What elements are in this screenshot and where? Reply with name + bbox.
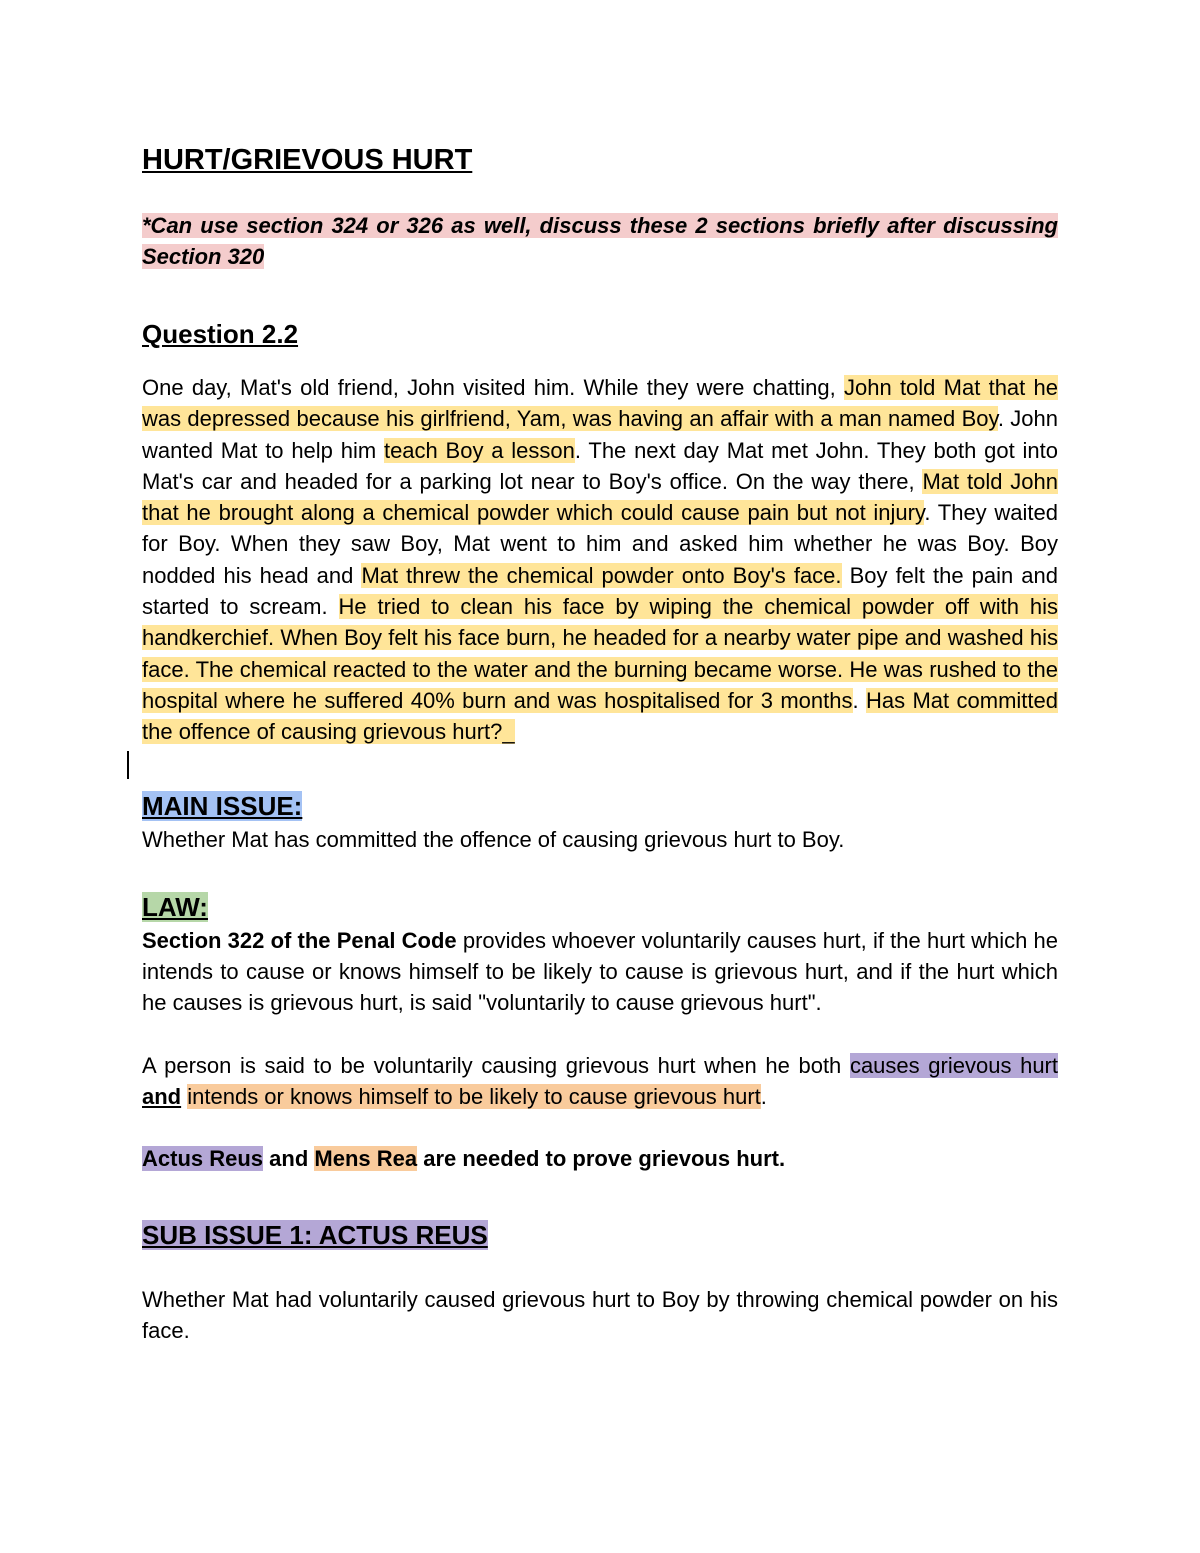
law-label: LAW: xyxy=(142,891,208,922)
document-page xyxy=(142,140,1058,1346)
question-segment: One day, Mat's old friend, John visited him. While they were chatting, xyxy=(142,375,844,400)
question-highlight: Has Mat committed the offence of causing grievous hurt?_ xyxy=(142,687,1058,745)
law-p2-intends: intends or knows himself to be likely to cause grievous hurt xyxy=(187,1084,761,1110)
law-p2-end: . xyxy=(760,1084,767,1110)
mens-rea-term: Mens Rea xyxy=(314,1146,418,1172)
law-p3-and: and xyxy=(263,1146,315,1172)
law-p3-rest: are needed to prove grievous hurt. xyxy=(417,1146,786,1172)
law-section-text: provides whoever voluntarily causes hurt, if the hurt which he intends to cause or knows himself to be likely to cause is grievous hurt, and if the hurt which he causes is grievous hurt, is said "voluntarily to cause grievous hurt". xyxy=(142,927,1058,1016)
sub-issue-1-label: SUB ISSUE 1: ACTUS REUS xyxy=(142,1219,488,1250)
main-issue-label: MAIN ISSUE: xyxy=(142,790,303,821)
question-segment: . John wanted Mat to help him xyxy=(142,406,1058,463)
law-section-reference: Section 322 of the Penal Code xyxy=(142,927,457,953)
sub-issue-1-heading xyxy=(142,1217,1058,1253)
law-paragraph-1 xyxy=(142,925,1058,1019)
note-text: *Can use section 324 or 326 as well, discuss these 2 sections briefly after discussing Section 320 xyxy=(142,213,1058,269)
question-segment: . xyxy=(852,687,866,713)
law-heading xyxy=(142,889,1058,925)
sub-issue-1-text: Whether Mat had voluntarily caused grievous hurt to Boy by throwing chemical powder on his face. xyxy=(142,1286,1058,1343)
page-title: HURT/GRIEVOUS HURT xyxy=(142,144,473,176)
text-cursor xyxy=(127,751,129,779)
question-heading: Question 2.2 xyxy=(142,319,299,349)
question-highlight: teach Boy a lesson xyxy=(383,437,575,463)
question-text xyxy=(142,372,1058,748)
actus-reus-term: Actus Reus xyxy=(142,1146,264,1172)
law-p2-start: A person is said to be voluntarily causing grievous hurt when he both xyxy=(142,1052,850,1078)
question-highlight: He tried to clean his face by wiping the chemical powder off with his handkerchief. When Boy felt his face burn, he headed for a nearby water pipe and washed his face. The chemical reacted to the water and the burning became worse. He was rushed to the hospital where he suffered 40% burn and was hospitalised for 3 months xyxy=(142,594,1058,713)
note-paragraph xyxy=(142,210,1058,272)
question-highlight: John told Mat that he was depressed because his girlfriend, Yam, was having an affair with a man named Boy xyxy=(142,375,1059,432)
question-highlight: Mat threw the chemical powder onto Boy's face. xyxy=(361,562,842,588)
law-p2-causes: causes grievous hurt xyxy=(849,1052,1058,1078)
main-issue-text: Whether Mat has committed the offence of causing grievous hurt to Boy. xyxy=(142,826,845,852)
question-highlight: Mat told John that he brought along a chemical powder which could cause pain but not injury xyxy=(142,468,1059,526)
law-paragraph-3 xyxy=(142,1143,1058,1174)
question-segment: . They waited for Boy. When they saw Boy, Mat went to him and asked him whether he was Boy. Boy nodded his head and xyxy=(142,500,1058,588)
question-segment: . The next day Mat met John. They both got into Mat's car and headed for a parking lot near to Boy's office. On the way there, xyxy=(142,437,1058,494)
law-paragraph-2 xyxy=(142,1050,1058,1113)
law-p2-and: and xyxy=(142,1084,182,1110)
question-segment: Boy felt the pain and started to scream. xyxy=(142,562,1058,620)
main-issue-heading xyxy=(142,788,1058,824)
